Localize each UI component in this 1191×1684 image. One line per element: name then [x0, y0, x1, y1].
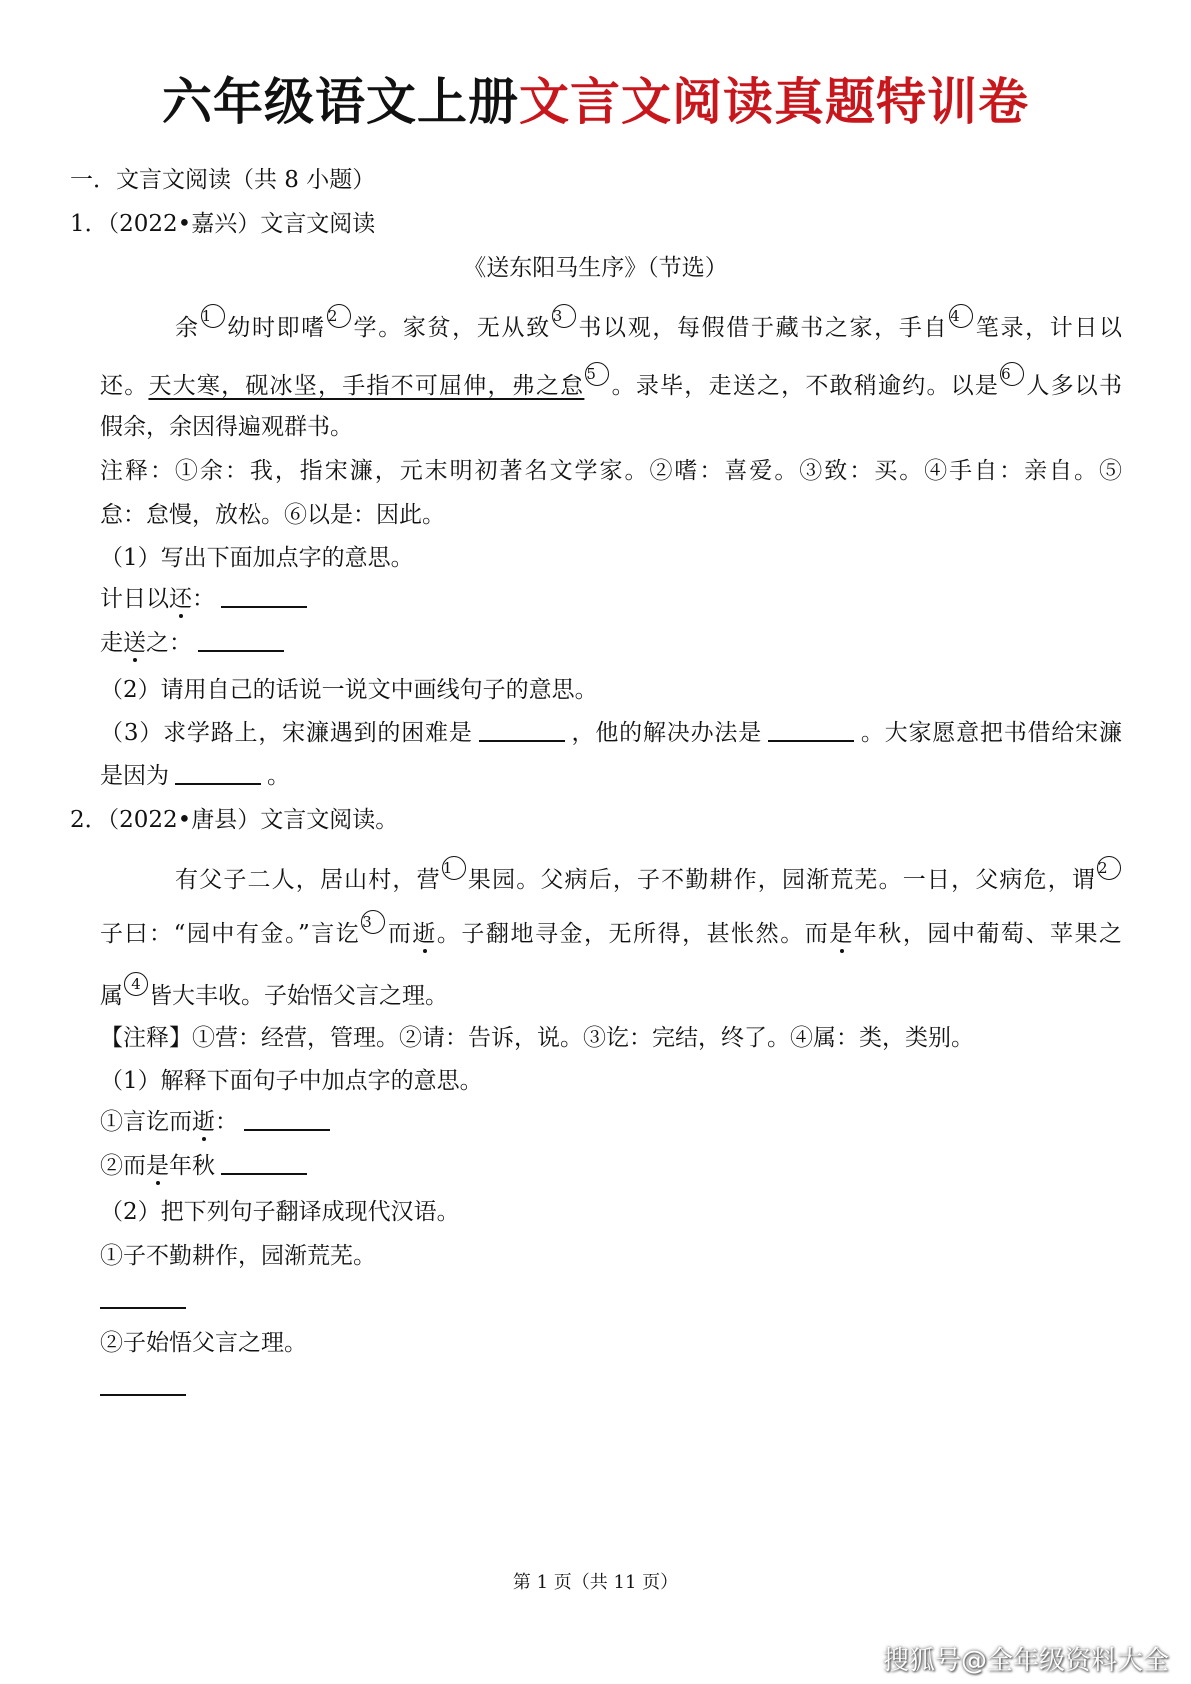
answer-blank[interactable] — [244, 1107, 330, 1131]
q2-item-1: ①言讫而逝： — [100, 1106, 336, 1138]
q2-passage-line-1: 有父子二人，居山村，营 1 果园。父病后，子不勤耕作，园渐荒芜。一日，父病危，谓 2 — [175, 856, 1122, 896]
circled-number-1: 1 — [201, 304, 225, 328]
q1-sub-question-2: （2）请用自己的话说一说文中画线句子的意思。 — [100, 677, 598, 703]
dotted-char: 是 — [829, 921, 854, 947]
dotted-char: 送 — [123, 630, 146, 656]
title-black: 六年级语文上册 — [162, 73, 519, 131]
q2-sentence-1: ①子不勤耕作，园渐荒芜。 — [100, 1243, 376, 1269]
answer-blank[interactable] — [100, 1285, 186, 1309]
circled-number-4: 4 — [124, 972, 148, 996]
watermark: 搜狐号@全年级资料大全 — [882, 1646, 1169, 1676]
q2-sentence-2: ②子始悟父言之理。 — [100, 1330, 307, 1356]
dotted-char: 是 — [146, 1153, 169, 1179]
q1-item-1: 计日以还： — [100, 583, 313, 615]
q2-answer-line-1 — [100, 1284, 186, 1316]
answer-blank[interactable] — [768, 718, 854, 742]
q1-passage-title: 《送东阳马生序》（节选） — [463, 255, 728, 281]
q1-passage-line-2: 还。天大寒，砚冰坚，手指不可屈伸，弗之怠 5 。录毕，走送之，不敢稍逾约。以是 6 人多以书 — [100, 362, 1122, 402]
q1-notes-line-2: 怠：怠慢，放松。⑥以是：因此。 — [100, 502, 445, 528]
q1-notes-line-1: 注释：①余：我，指宋濂，元末明初著名文学家。②嗜：喜爱。③致：买。④手自：亲自。⑤ — [100, 458, 1122, 484]
q1-sub-question-3: （3）求学路上，宋濂遇到的困难是 ，他的解决办法是 。大家愿意把书借给宋濂 — [100, 720, 1123, 746]
answer-blank[interactable] — [221, 584, 307, 608]
circled-number-2: 2 — [327, 304, 351, 328]
q1-sub-question-1: （1）写出下面加点字的意思。 — [100, 545, 414, 571]
q2-answer-line-2 — [100, 1371, 186, 1403]
page-footer: 第 1 页（共 11 页） — [512, 1572, 679, 1593]
circled-number-4: 4 — [949, 304, 973, 328]
q2-item-2: ②而是年秋 — [100, 1150, 313, 1182]
circled-number-2: 2 — [1097, 856, 1121, 880]
q1-item-2: 走送之： — [100, 627, 290, 659]
dotted-char: 逝 — [192, 1109, 215, 1135]
dotted-char: 还 — [169, 586, 192, 612]
q2-header: 2．（2022•唐县）文言文阅读。 — [70, 807, 399, 833]
q2-sub-question-1: （1）解释下面句子中加点字的意思。 — [100, 1068, 483, 1094]
underlined-sentence: 天大寒，砚冰坚，手指不可屈伸，弗之怠 — [148, 373, 585, 399]
q2-sub-question-2: （2）把下列句子翻译成现代汉语。 — [100, 1199, 460, 1225]
circled-number-6: 6 — [1000, 362, 1024, 386]
circled-number-3: 3 — [552, 304, 576, 328]
circled-number-1: 1 — [442, 856, 466, 880]
q1-passage-line-3: 假余，余因得遍观群书。 — [100, 414, 353, 440]
page-title — [0, 70, 1191, 134]
q1-header: 1．（2022•嘉兴）文言文阅读 — [70, 211, 376, 237]
answer-blank[interactable] — [221, 1151, 307, 1175]
answer-blank[interactable] — [100, 1372, 186, 1396]
q2-passage-line-3: 属 4 皆大丰收。子始悟父言之理。 — [100, 972, 448, 1012]
section-heading: 一．文言文阅读（共 8 小题） — [70, 167, 376, 193]
answer-blank[interactable] — [198, 628, 284, 652]
q2-notes: 【注释】①营：经营，管理。②请：告诉，说。③讫：完结，终了。④属：类，类别。 — [100, 1025, 974, 1051]
dotted-char: 逝 — [412, 921, 437, 947]
q1-passage-line-1: 余 1 幼时即嗜 2 学。家贫，无从致 3 书以观，每假借于藏书之家，手自 4 笔录，计日以 — [175, 304, 1122, 344]
q2-passage-line-2: 子曰：“园中有金。”言讫 3 而逝。子翻地寻金，无所得，甚怅然。而是年秋，园中葡萄、苹果之 — [100, 910, 1122, 950]
circled-number-5: 5 — [585, 362, 609, 386]
q1-sub-question-3-cont: 是因为 。 — [100, 763, 290, 789]
title-red: 文言文阅读真题特训卷 — [519, 73, 1029, 131]
answer-blank[interactable] — [479, 718, 565, 742]
answer-blank[interactable] — [175, 761, 261, 785]
circled-number-3: 3 — [361, 910, 385, 934]
